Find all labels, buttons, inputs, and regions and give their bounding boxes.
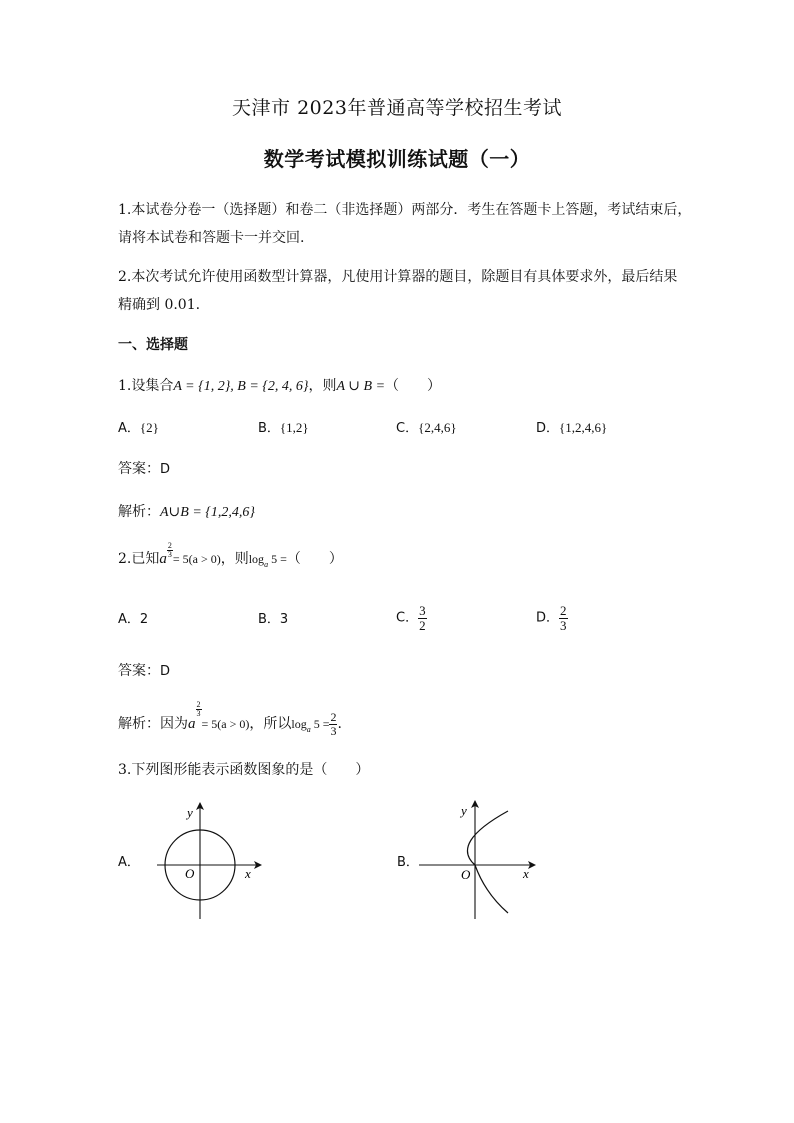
question-3-stem: 3.下列图形能表示函数图象的是（ ） [118,762,370,778]
question-2-stem [118,541,343,570]
q1-answer [118,462,170,476]
note-2-line-1: 2.本次考试允许使用函数型计算器，凡使用计算器的题目，除题目有具体要求外，最后结果 [118,269,678,285]
q1-option-b-label: B． [258,421,280,436]
q1-option-d-value: {1,2,4,6} [559,420,608,435]
q2-base: a [159,551,167,567]
q2-answer-value: D [160,664,171,679]
q2-option-a-value: 2 [139,612,149,627]
q2-exp-den: 3 [167,550,172,560]
q3a-y-label: y [187,805,193,820]
q3-option-a-label: A． [118,855,140,870]
q1-stem-math: A = {1, 2}, B = {2, 4, 6} [173,379,309,394]
q3b-parabola [467,811,508,913]
q3-figure-b-parabola-graph [415,797,545,922]
q1-stem-suffix: （ ） [385,378,442,394]
q1-option-d [536,421,607,435]
q2-analysis-den: 3 [330,723,337,738]
q2-option-b [258,613,288,626]
q2-option-a [118,613,148,626]
q1-analysis-label: 解析： [118,504,160,520]
q2-option-b-label: B． [258,612,280,627]
exam-subtitle: 数学考试模拟训练试题（一） [263,147,531,171]
q2-analysis-log-base: a [306,724,311,734]
q1-option-c-value: {2,4,6} [418,420,457,435]
q1-option-a [118,421,159,435]
q3-figure-a-circle-graph [145,797,275,922]
note-1-line-2: 请将本试卷和答题卡一并交回. [118,230,305,246]
section-heading: 一、选择题 [118,337,188,353]
q1-option-a-label: A． [118,421,140,436]
q1-stem-math2: A ∪ B = [336,379,386,394]
q2-analysis [118,700,342,738]
q2-answer-label: 答案： [118,663,160,679]
q2-option-c-den: 2 [419,617,426,633]
q2-option-d-num: 2 [560,603,567,618]
q2-analysis-base: a [188,716,196,733]
q2-analysis-exp-den: 3 [196,709,201,719]
q1-option-b [258,421,309,435]
q2-condition: = 5(a > 0) [172,552,221,566]
exam-title: 天津市 2023年普通高等学校招生考试 [232,97,562,119]
q2-analysis-label: 解析：因为 [118,716,188,733]
q3b-origin-label: O [461,867,471,882]
q1-stem-prefix: 1.设集合 [118,378,174,394]
q1-analysis [118,505,255,520]
question-1-stem [118,379,441,394]
q3a-x-label: x [245,866,251,881]
q1-option-a-value: {2} [139,420,159,435]
q2-option-c-label: C． [396,610,419,626]
q1-option-b-value: {1,2} [279,420,309,435]
q3b-x-label: x [523,866,529,881]
q2-option-c [396,604,427,632]
q1-option-d-label: D． [536,421,560,436]
q2-analysis-log-arg: 5 = [310,717,330,732]
q1-option-c [396,421,457,435]
q2-option-d [536,604,568,632]
q2-exp-num: 2 [167,541,172,550]
q3b-y-label: y [461,803,467,818]
q2-answer [118,664,170,678]
q2-option-b-value: 3 [279,612,289,627]
q2-option-a-label: A． [118,612,140,627]
note-2-line-2: 精确到 0.01. [118,297,201,313]
q3a-origin-label: O [185,866,195,881]
q2-log: log [248,552,265,566]
q1-analysis-math: A∪B = {1,2,4,6} [160,505,255,520]
q2-analysis-condition: = 5(a > 0) [201,717,250,732]
q2-stem-mid: ，则 [220,551,249,567]
q2-analysis-exp-num: 2 [196,700,201,709]
q2-analysis-end: . [337,716,342,733]
q2-option-d-den: 3 [560,617,567,633]
q1-answer-label: 答案： [118,461,160,477]
q2-analysis-num: 2 [330,710,337,724]
q2-log-base: a [264,559,269,569]
q2-option-c-num: 3 [419,603,426,618]
q3-option-b-label: B． [397,855,419,870]
q2-analysis-log: log [291,717,307,732]
q2-analysis-mid: ，所以 [249,716,292,733]
q2-option-d-label: D． [536,610,560,626]
q1-answer-value: D [160,462,171,477]
q2-stem-prefix: 2.已知 [118,551,160,567]
q1-option-c-label: C． [396,421,419,436]
q1-stem-mid: ，则 [308,378,337,394]
note-1-line-1: 1.本试卷分卷一（选择题）和卷二（非选择题）两部分．考生在答题卡上答题，考试结束后， [118,202,692,218]
q2-stem-suffix: （ ） [286,551,343,567]
q2-log-arg: 5 = [268,552,287,566]
